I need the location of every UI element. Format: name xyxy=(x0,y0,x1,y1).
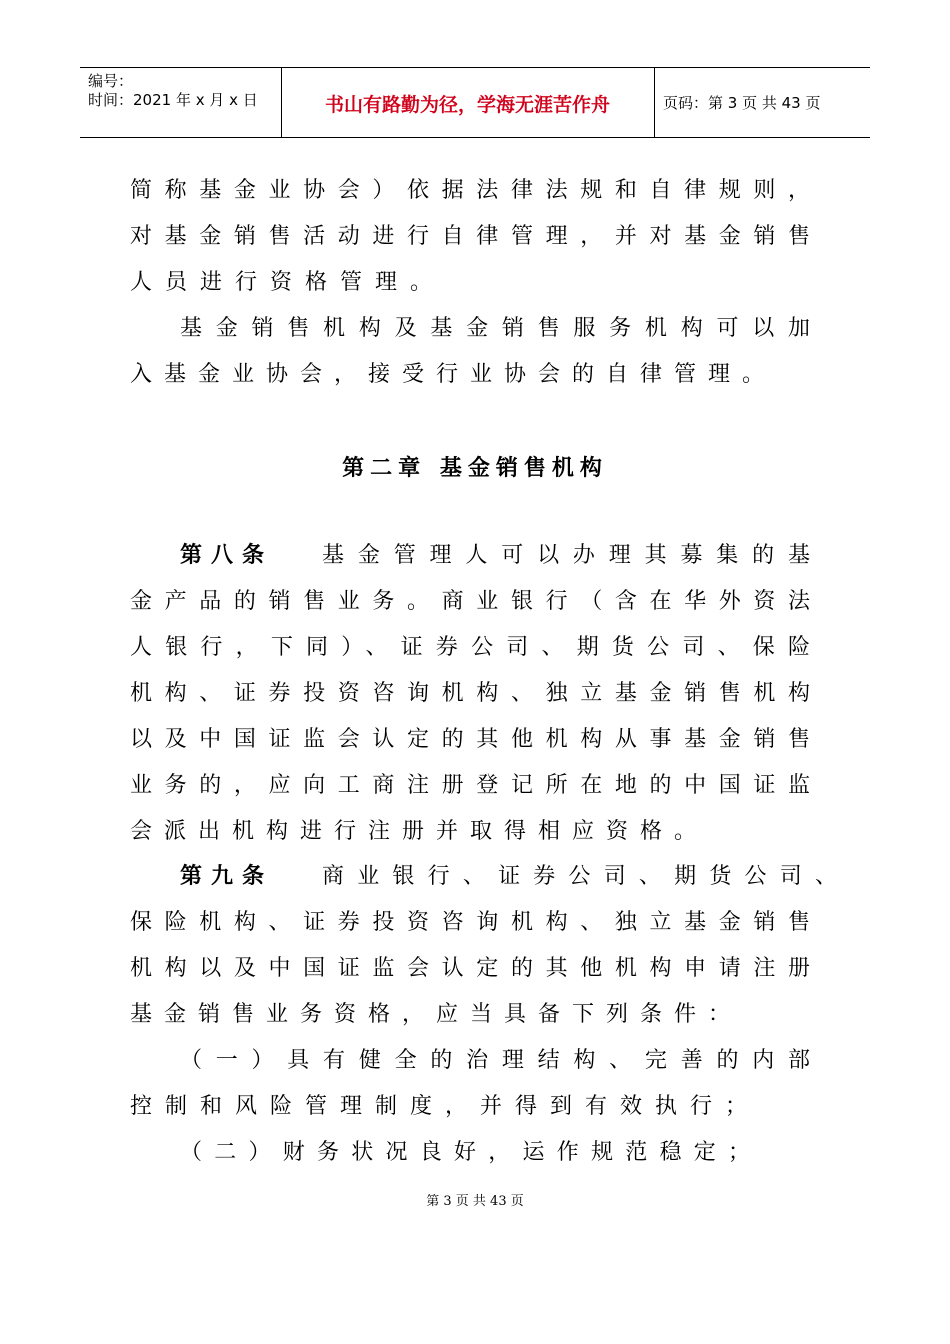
document-number-label: 编号： xyxy=(88,72,134,90)
body-line: 基金销售机构及基金销售服务机构可以加 xyxy=(180,316,810,341)
article-8-line: 会派出机构进行注册并取得相应资格。 xyxy=(130,819,709,844)
article-9-line: 机构以及中国证监会认定的其他机构申请注册 xyxy=(130,956,810,981)
item-line: （一）具有健全的治理结构、完善的内部 xyxy=(180,1048,810,1073)
article-9-line: 基金销售业务资格，应当具备下列条件： xyxy=(130,1002,743,1027)
body-line: 简称基金业协会）依据法律法规和自律规则， xyxy=(130,178,810,203)
page-footer: 第 3 页 共 43 页 xyxy=(426,1194,524,1209)
header-page-code: 页码：第 3 页 共 43 页 xyxy=(663,94,821,112)
header-middle-cell xyxy=(281,68,655,137)
article-8-line: 业务的，应向工商注册登记所在地的中国证监 xyxy=(130,773,810,798)
article-8-line: 以及中国证监会认定的其他机构从事基金销售 xyxy=(130,727,810,752)
document-header xyxy=(80,67,870,138)
body-line: 人员进行资格管理。 xyxy=(130,270,446,295)
article-8-line: 人银行，下同）、证券公司、期货公司、保险 xyxy=(130,635,810,660)
header-right-cell xyxy=(655,68,870,137)
document-time-label: 时间：2021 年 x 月 x 日 xyxy=(88,91,258,109)
article-9-line: 商业银行、证券公司、期货公司、 xyxy=(322,864,837,889)
item-line: （二）财务状况良好，运作规范稳定； xyxy=(180,1140,750,1165)
article-8-line: 金产品的销售业务。商业银行（含在华外资法 xyxy=(130,589,810,614)
header-motto: 书山有路勤为径，学海无涯苦作舟 xyxy=(324,94,610,116)
article-9-line: 保险机构、证券投资咨询机构、独立基金销售 xyxy=(130,910,810,935)
body-line: 入基金业协会，接受行业协会的自律管理。 xyxy=(130,362,777,387)
body-line: 对基金销售活动进行自律管理，并对基金销售 xyxy=(130,224,810,249)
article-8-line: 机构、证券投资咨询机构、独立基金销售机构 xyxy=(130,681,810,706)
article-8-label: 第八条 xyxy=(180,543,274,568)
header-left-cell xyxy=(80,68,282,137)
article-8-line: 基金管理人可以办理其募集的基 xyxy=(322,543,810,568)
chapter-title: 第二章 基金销售机构 xyxy=(342,456,608,481)
item-line: 控制和风险管理制度，并得到有效执行； xyxy=(130,1094,761,1119)
article-9-label: 第九条 xyxy=(180,864,274,889)
